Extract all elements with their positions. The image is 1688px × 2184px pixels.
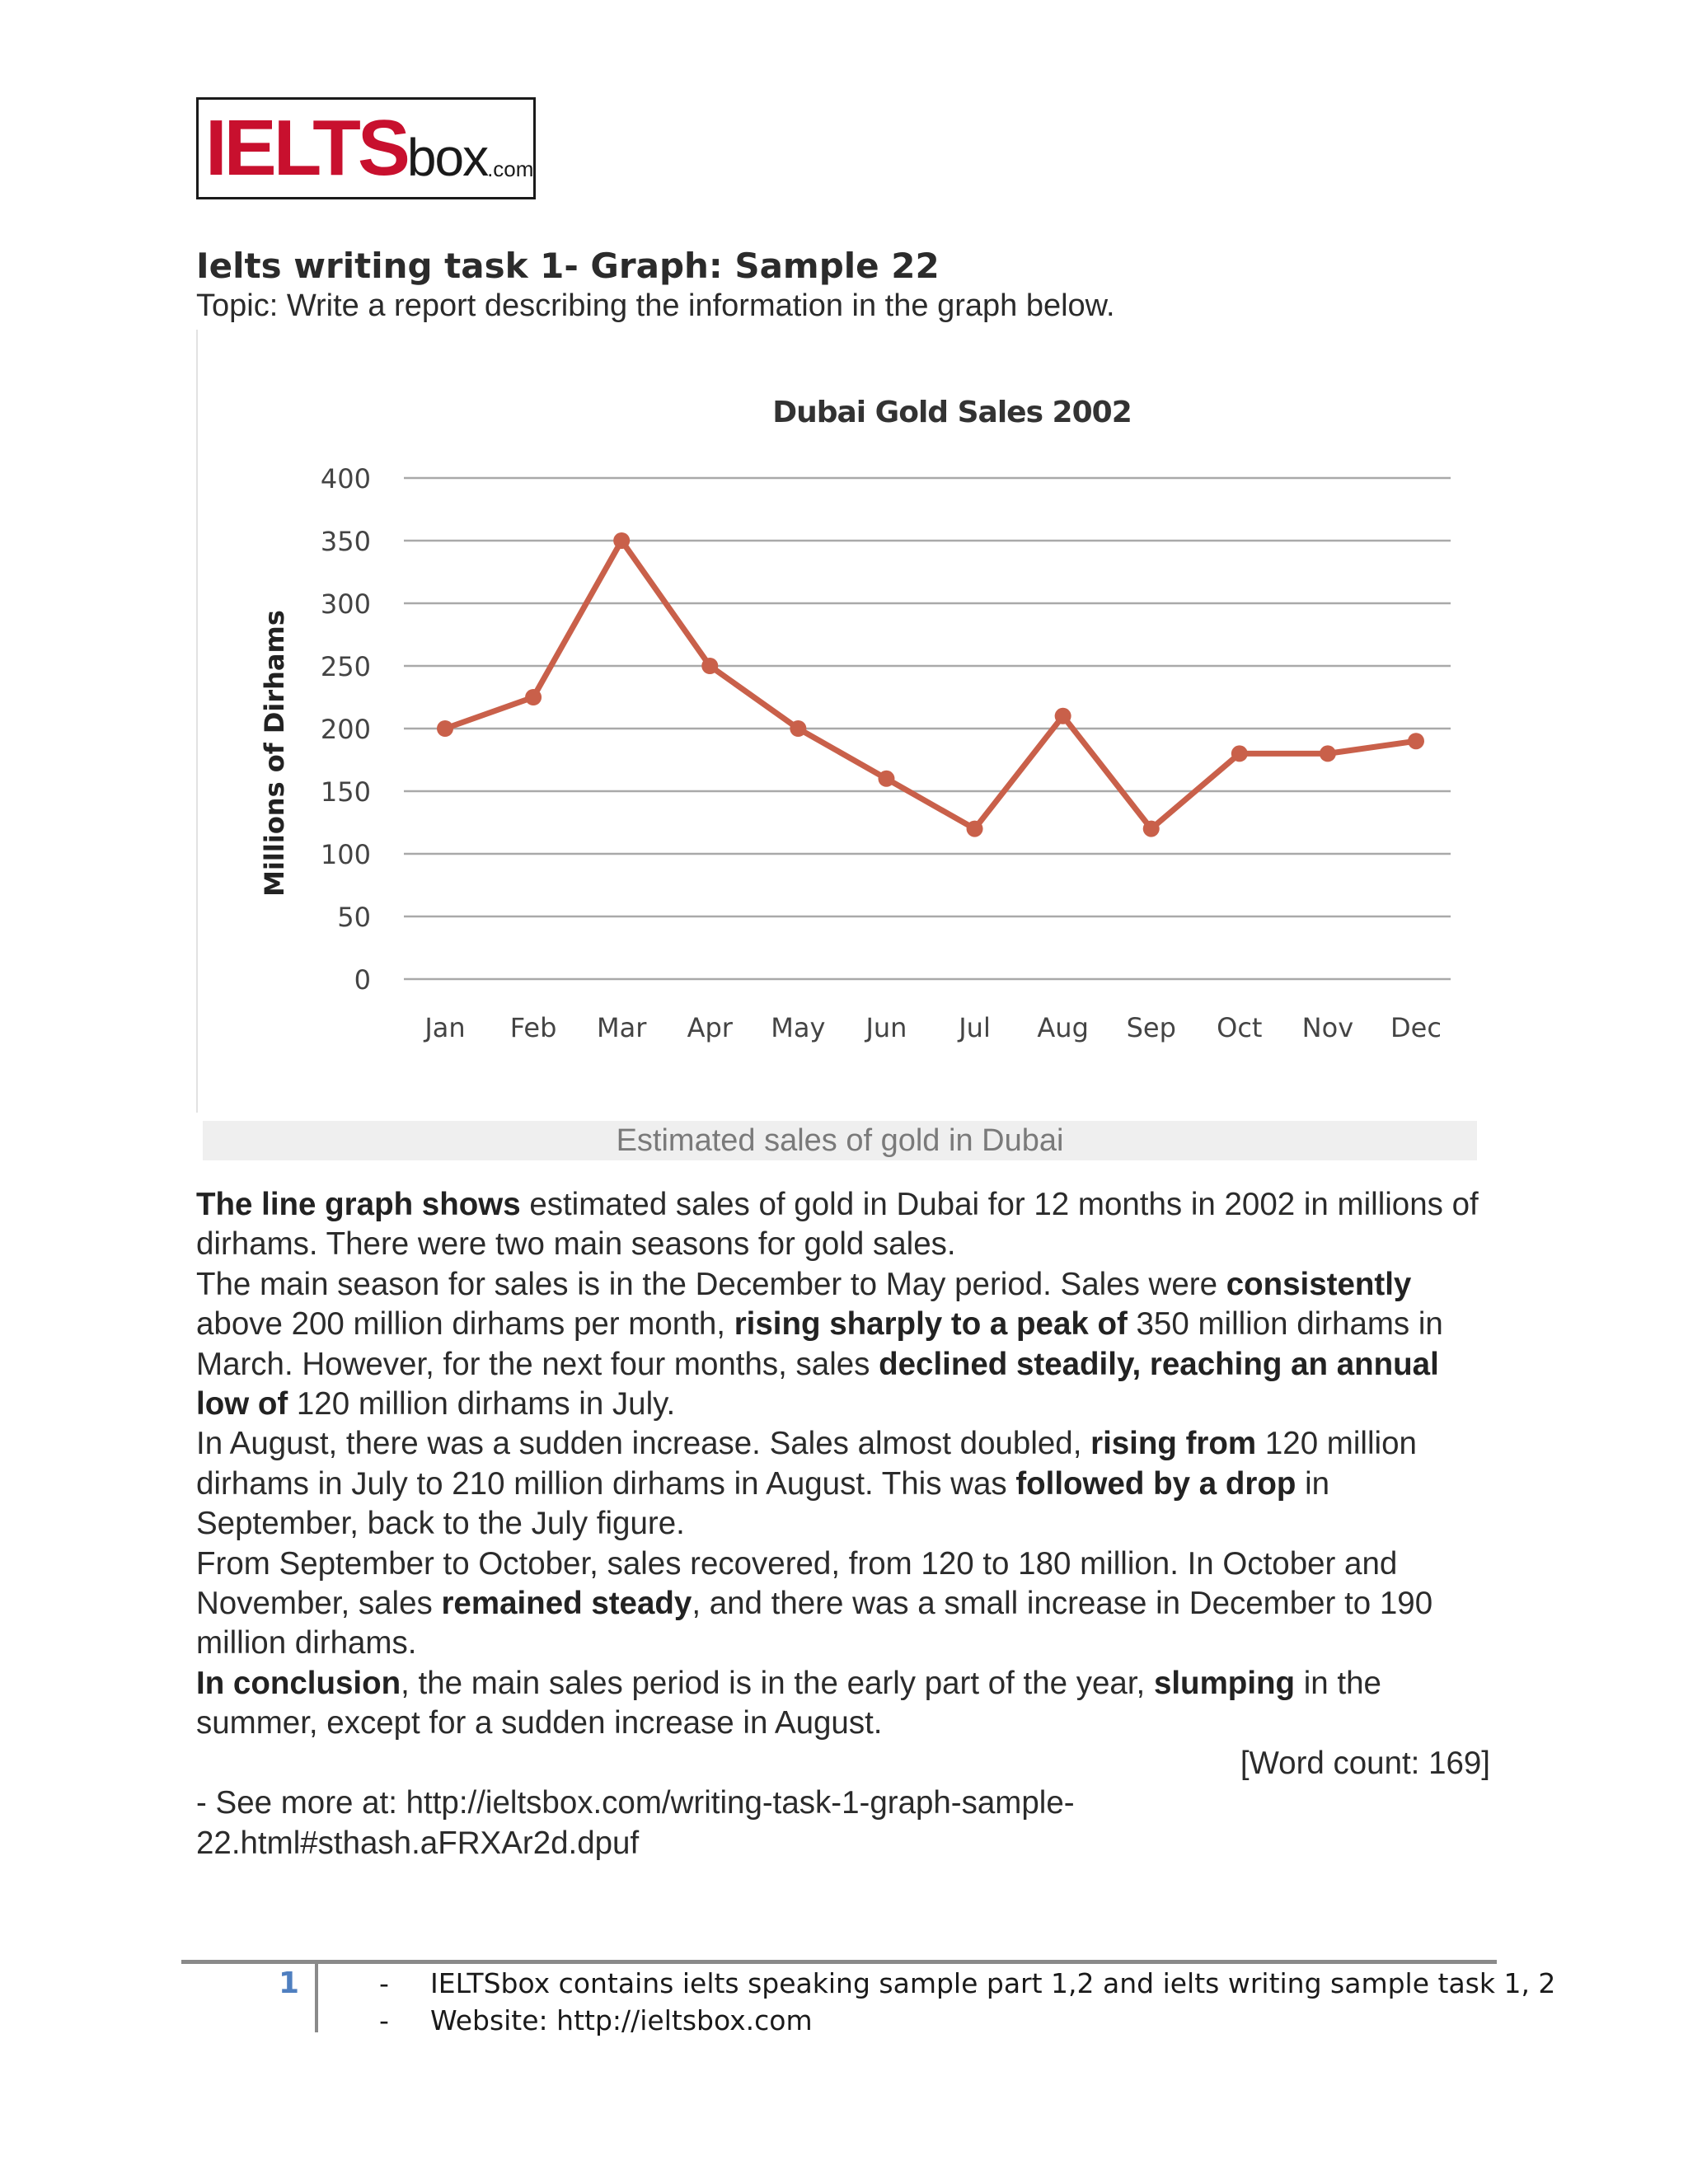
paragraph-conclusion [196, 1664, 1490, 1744]
x-tick-label: Jan [424, 1012, 466, 1043]
paragraph-intro [196, 1185, 1490, 1265]
y-tick-label: 50 [337, 902, 371, 933]
data-point [437, 720, 453, 737]
bold-phrase: followed by a drop [1015, 1465, 1296, 1502]
text-run: In August, there was a sudden increase. Sales almost doubled, [196, 1426, 1091, 1462]
x-tick-label: Dec [1390, 1012, 1442, 1043]
text-run: The main season for sales is in the December to May period. Sales were [196, 1266, 1226, 1302]
x-tick-label: Apr [687, 1012, 733, 1043]
x-tick-label: Aug [1037, 1012, 1089, 1043]
data-point [1143, 821, 1160, 837]
ieltsbox-logo [196, 97, 536, 199]
x-tick-label: Oct [1217, 1012, 1263, 1043]
footer-line-2[interactable]: Website: http://ieltsbox.com [430, 2004, 813, 2036]
data-point [701, 658, 718, 674]
data-point [790, 720, 806, 737]
bold-phrase: declined steadily, reaching an annual low of [196, 1346, 1439, 1422]
bold-phrase: rising sharply to a peak of [734, 1306, 1128, 1343]
footer-item [379, 1965, 1555, 2002]
text-run: in the summer, except for a sudden increase in August. [196, 1665, 1381, 1741]
bullet-dash: - [379, 2004, 389, 2036]
see-more-line: - See more at: http://ieltsbox.com/writing-task-1-graph-sample- [196, 1785, 1075, 1821]
word-count: [Word count: 169] [1240, 1745, 1490, 1781]
chart-title: Dubai Gold Sales 2002 [772, 396, 1132, 429]
bold-phrase: rising from [1090, 1426, 1257, 1462]
page-title: Ielts writing task 1- Graph: Sample 22 [196, 246, 940, 286]
series-line [445, 541, 1416, 829]
x-tick-label: Mar [596, 1012, 647, 1043]
bullet-dash: - [379, 1967, 389, 1999]
paragraph-august [196, 1424, 1490, 1544]
footer-notes [379, 1965, 1555, 2039]
text-run: in September, back to the July figure. [196, 1465, 1330, 1542]
data-point [1320, 745, 1336, 762]
y-tick-label: 150 [320, 776, 371, 808]
footer-line-1: IELTSbox contains ielts speaking sample part 1,2 and ielts writing sample task 1, 2 [430, 1967, 1556, 1999]
text-run: , and there was a small increase in December to 190 million dirhams. [196, 1586, 1433, 1661]
y-tick-label: 400 [320, 463, 371, 494]
y-tick-label: 100 [320, 839, 371, 870]
chart-caption: Estimated sales of gold in Dubai [203, 1121, 1477, 1160]
y-tick-label: 350 [320, 526, 371, 557]
y-tick-label: 250 [320, 651, 371, 682]
data-point [1231, 745, 1248, 762]
line-chart [196, 330, 1482, 1113]
bold-phrase: The line graph shows [196, 1187, 521, 1222]
y-tick-label: 300 [320, 588, 371, 620]
bold-phrase: remained steady [441, 1586, 692, 1622]
x-tick-label: Feb [509, 1012, 557, 1043]
paragraph-autumn [196, 1544, 1490, 1664]
data-point [525, 689, 542, 705]
see-more-link[interactable]: 22.html#sthash.aFRXAr2d.dpuf [196, 1825, 640, 1861]
footer-vertical-divider [315, 1961, 318, 2032]
text-run: estimated sales of gold in Dubai for 12 months in 2002 in millions of dirhams. There were two main seasons for gold sales. [196, 1187, 1479, 1263]
page-number: 1 [279, 1966, 300, 2000]
text-run: From September to October, sales recovered, from 120 to 180 million. In October and November, sales [196, 1545, 1398, 1622]
y-tick-label: 0 [354, 964, 371, 996]
x-tick-label: Jun [865, 1012, 907, 1043]
data-point [967, 821, 983, 837]
bold-phrase: consistently [1226, 1266, 1412, 1302]
data-point [878, 771, 894, 787]
text-run: 120 million dirhams in July. [288, 1386, 676, 1422]
x-tick-label: Nov [1301, 1012, 1354, 1043]
bold-phrase: slumping [1153, 1665, 1296, 1701]
paragraph-main-season [196, 1265, 1490, 1425]
footer-item [379, 2002, 1555, 2039]
data-point [613, 532, 630, 549]
footer-divider [181, 1960, 1497, 1964]
logo-com-text: .com [487, 156, 534, 181]
bold-phrase: In conclusion [196, 1665, 401, 1701]
text-run: 120 million dirhams in July to 210 million dirhams in August. This was [196, 1426, 1417, 1502]
x-tick-label: Jul [959, 1012, 991, 1043]
topic-line: Topic: Write a report describing the information in the graph below. [196, 288, 1115, 323]
text-run: 350 million dirhams in March. However, for the next four months, sales [196, 1306, 1443, 1382]
logo-ielts-text: IELTS [205, 104, 407, 192]
report-body [196, 1185, 1490, 1863]
x-tick-label: Sep [1126, 1012, 1176, 1043]
y-tick-label: 200 [320, 714, 371, 745]
chart-container [196, 330, 1482, 1113]
x-tick-label: May [771, 1012, 826, 1043]
y-axis-label: Millions of Dirhams [259, 610, 290, 897]
text-run: , the main sales period is in the early part of the year, [401, 1665, 1154, 1701]
logo-box-text: box [406, 128, 488, 187]
data-point [1408, 733, 1424, 749]
text-run: above 200 million dirhams per month, [196, 1306, 734, 1343]
data-point [1055, 708, 1071, 724]
